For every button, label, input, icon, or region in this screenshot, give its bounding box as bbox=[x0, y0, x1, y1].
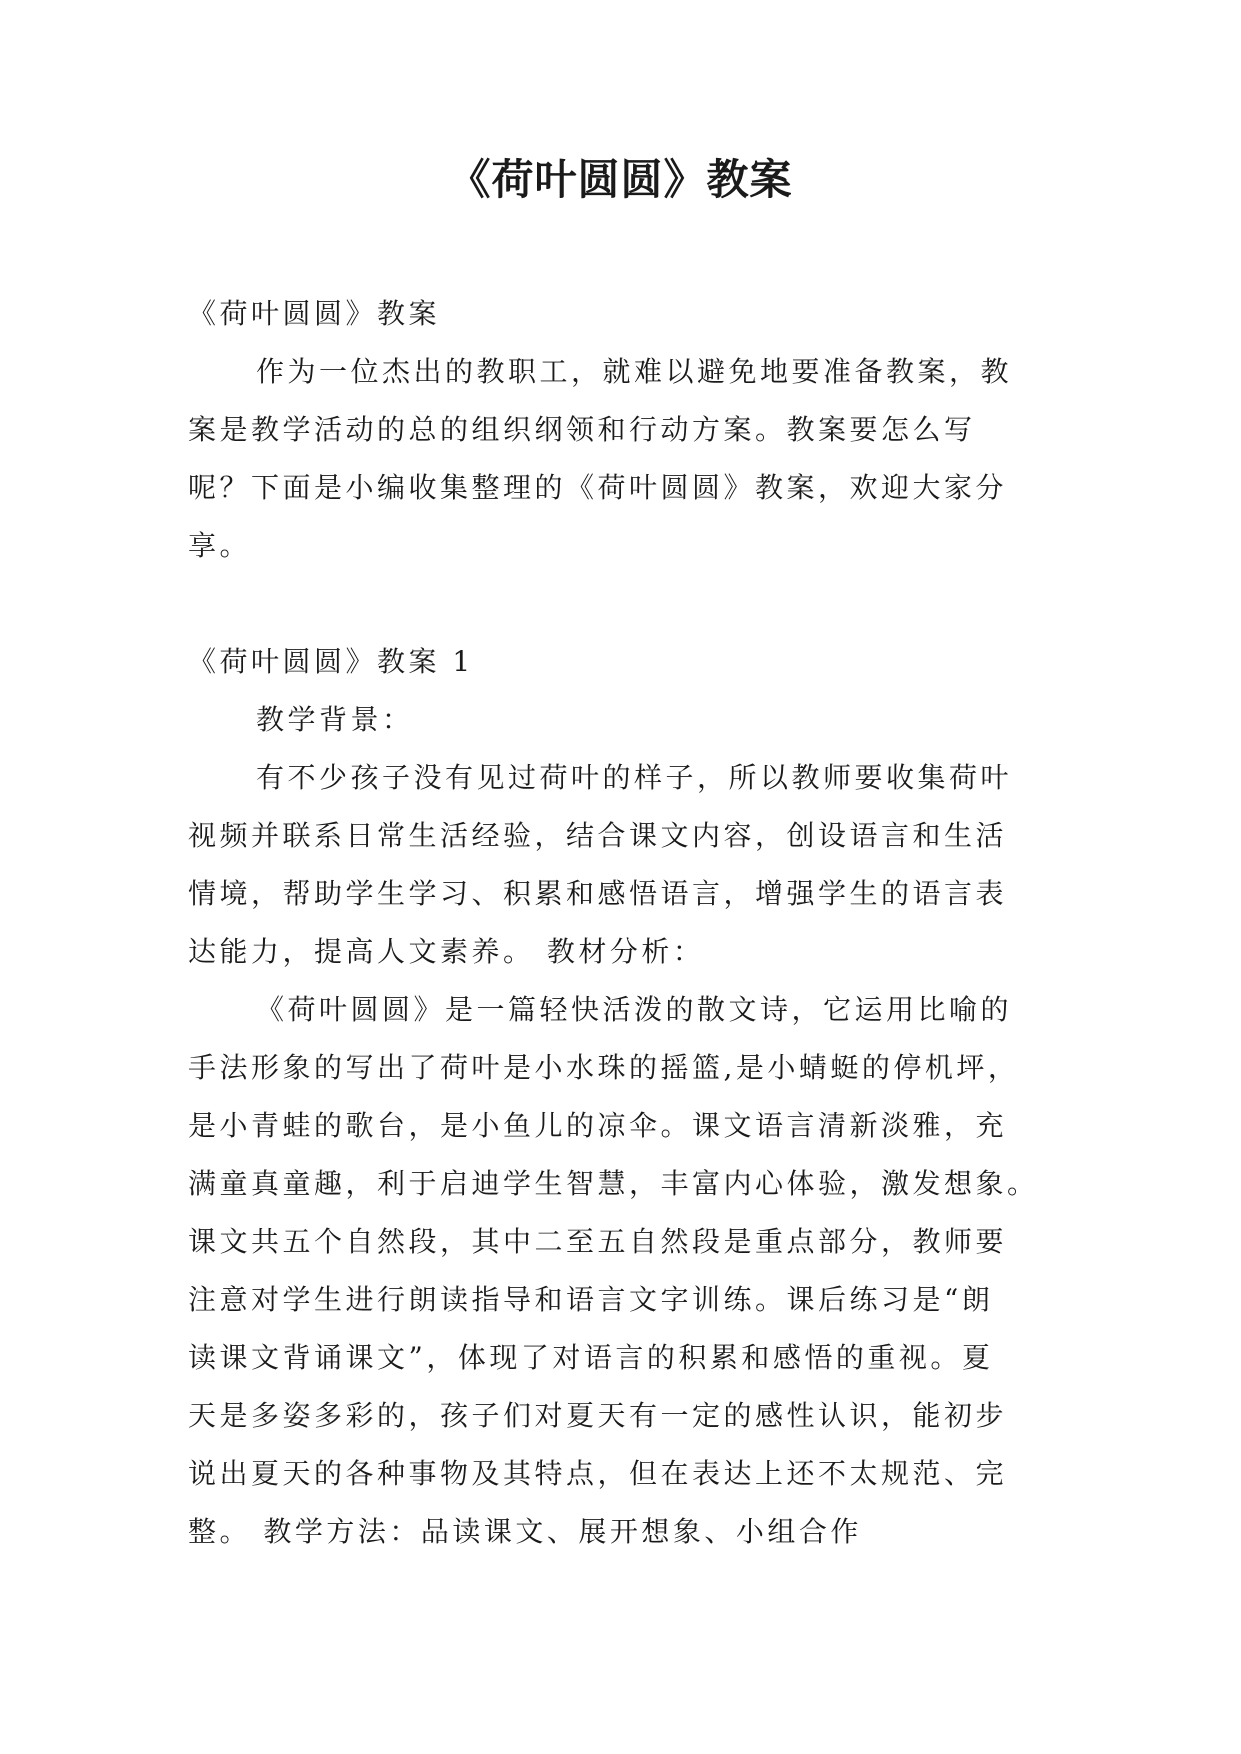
text-line: 呢？下面是小编收集整理的《荷叶圆圆》教案，欢迎大家分 bbox=[188, 471, 1008, 504]
text-line: 《荷叶圆圆》教案 1 bbox=[188, 645, 474, 678]
text-line: 满童真童趣，利于启迪学生智慧，丰富内心体验，激发想象。 bbox=[188, 1167, 1039, 1200]
text-line: 读课文背诵课文”，体现了对语言的积累和感悟的重视。夏 bbox=[188, 1341, 994, 1374]
paragraph-gap bbox=[188, 575, 1054, 633]
text-line: 手法形象的写出了荷叶是小水珠的摇篮,是小蜻蜓的停机坪， bbox=[188, 1051, 1020, 1084]
text-line: 是小青蛙的歌台，是小鱼儿的凉伞。课文语言清新淡雅，充 bbox=[188, 1109, 1008, 1142]
text-line: 注意对学生进行朗读指导和语言文字训练。课后练习是“朗 bbox=[188, 1283, 994, 1316]
text-line: 整。 教学方法：品读课文、展开想象、小组合作 bbox=[188, 1515, 862, 1548]
document-body bbox=[188, 285, 1054, 1561]
text-line: 课文共五个自然段，其中二至五自然段是重点部分，教师要 bbox=[188, 1225, 1008, 1258]
text-line: 教学背景： bbox=[256, 703, 414, 736]
text-line: 视频并联系日常生活经验，结合课文内容，创设语言和生活 bbox=[188, 819, 1008, 852]
text-line: 《荷叶圆圆》是一篇轻快活泼的散文诗，它运用比喻的 bbox=[256, 993, 1013, 1026]
text-line: 说出夏天的各种事物及其特点，但在表达上还不太规范、完 bbox=[188, 1457, 1008, 1490]
text-line: 天是多姿多彩的，孩子们对夏天有一定的感性认识，能初步 bbox=[188, 1399, 1008, 1432]
document-title: 《荷叶圆圆》教案 bbox=[448, 155, 793, 204]
text-line: 达能力，提高人文素养。 教材分析： bbox=[188, 935, 705, 968]
text-line: 作为一位杰出的教职工，就难以避免地要准备教案，教 bbox=[256, 355, 1013, 388]
text-line: 案是教学活动的总的组织纲领和行动方案。教案要怎么写 bbox=[188, 413, 976, 446]
text-line: 情境，帮助学生学习、积累和感悟语言，增强学生的语言表 bbox=[188, 877, 1008, 910]
text-line: 《荷叶圆圆》教案 bbox=[188, 297, 441, 330]
text-line: 有不少孩子没有见过荷叶的样子，所以教师要收集荷叶 bbox=[256, 761, 1013, 794]
text-line: 享。 bbox=[188, 529, 252, 562]
